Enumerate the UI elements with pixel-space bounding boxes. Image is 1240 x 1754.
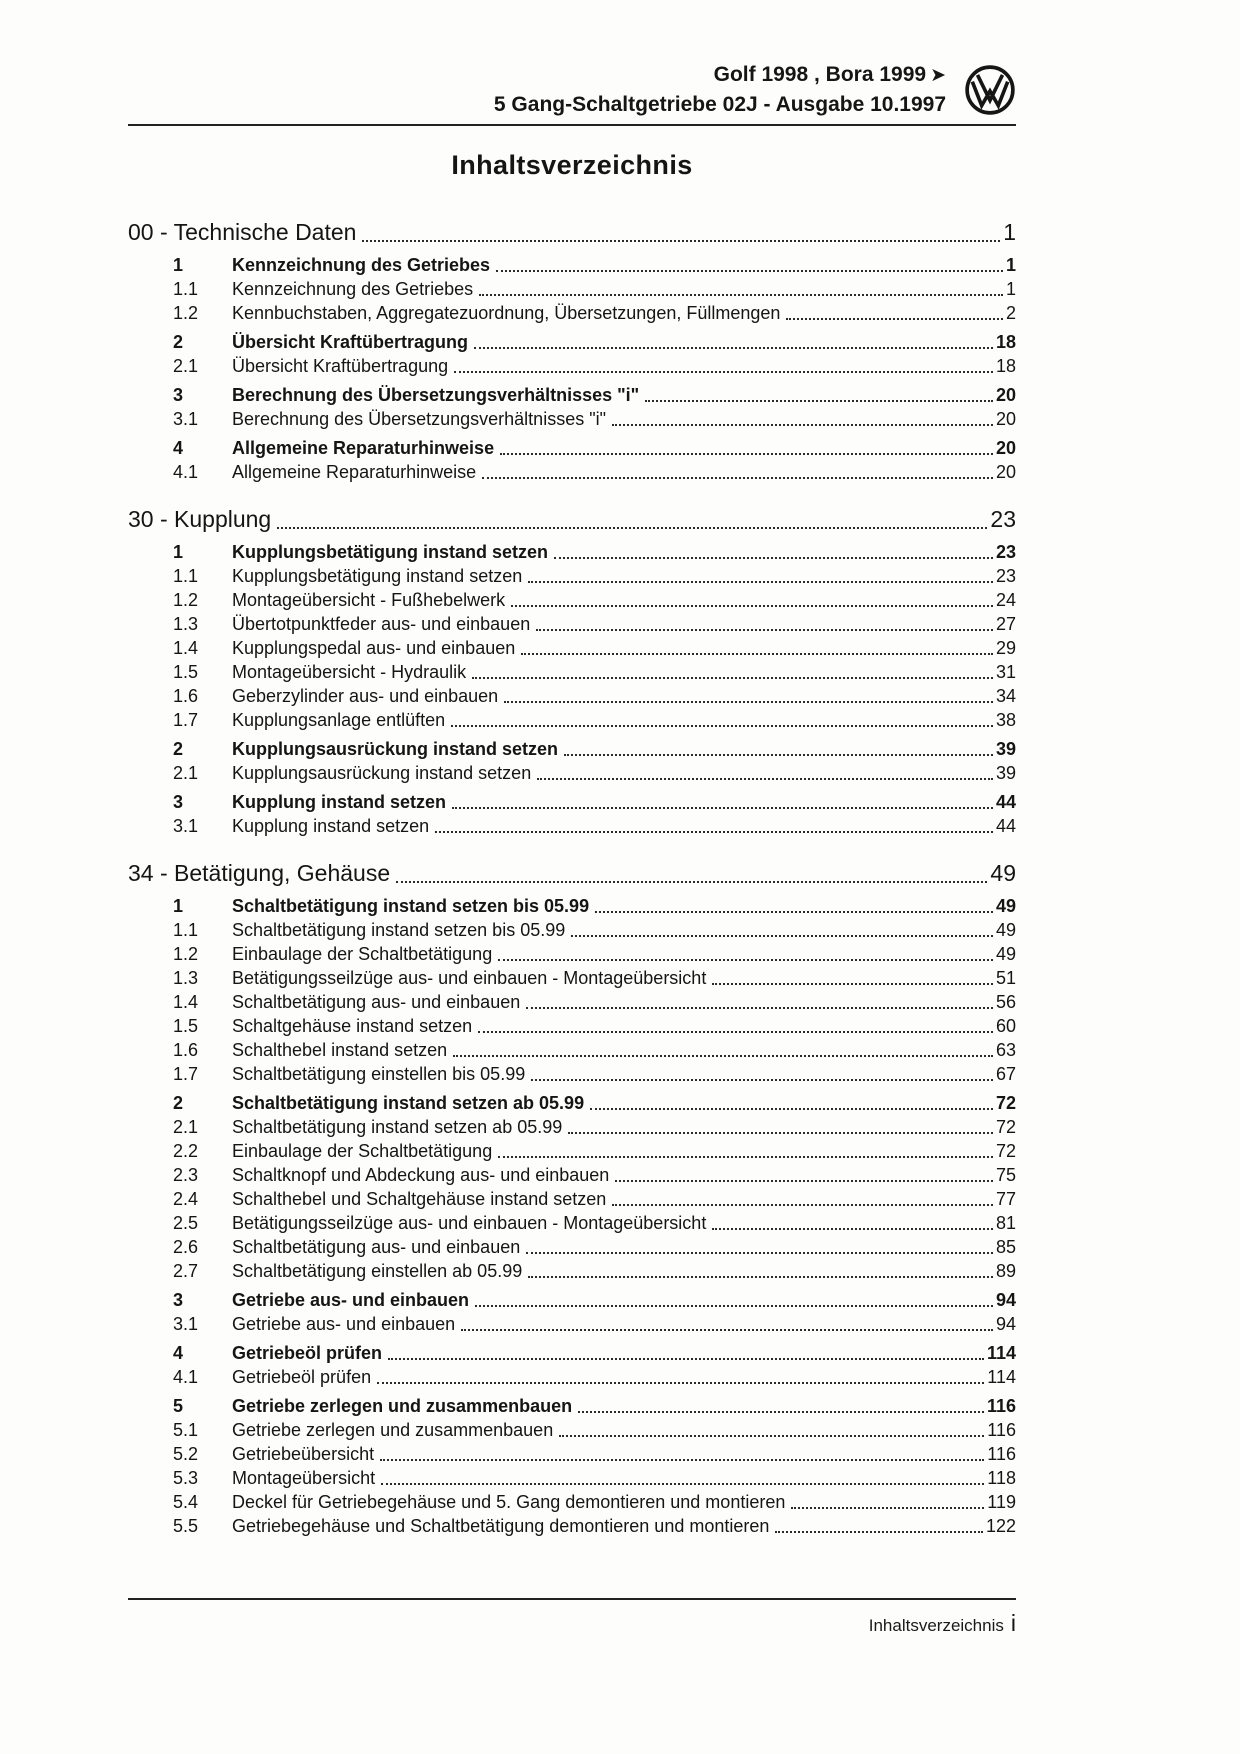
dot-leader bbox=[595, 911, 993, 913]
entry-number: 5.2 bbox=[173, 1444, 199, 1464]
dot-leader bbox=[362, 240, 1000, 242]
entry-title: Getriebeübersicht bbox=[232, 1444, 375, 1464]
toc-entry-row bbox=[128, 277, 1016, 301]
entry-number: 5 bbox=[173, 1396, 184, 1416]
toc-entry-row bbox=[128, 1341, 1016, 1365]
entry-number: 1.5 bbox=[173, 662, 199, 682]
entry-number: 2.7 bbox=[173, 1261, 199, 1281]
toc-entry-row bbox=[128, 407, 1016, 431]
entry-number: 1.4 bbox=[173, 992, 199, 1012]
entry-title: Kupplungsausrückung instand setzen bbox=[232, 763, 532, 783]
entry-number: 3.1 bbox=[173, 409, 199, 429]
toc-entry-row bbox=[128, 1442, 1016, 1466]
chapter-label: 00 - Technische Daten bbox=[128, 219, 357, 245]
entry-page-number: 20 bbox=[995, 462, 1016, 482]
entry-title: Schaltbetätigung instand setzen ab 05.99 bbox=[232, 1117, 563, 1137]
entry-page-number: 67 bbox=[995, 1064, 1016, 1084]
entry-title: Allgemeine Reparaturhinweise bbox=[232, 462, 477, 482]
toc-entry-row bbox=[128, 737, 1016, 761]
dot-leader bbox=[712, 1228, 993, 1230]
entry-title: Kupplungsanlage entlüften bbox=[232, 710, 446, 730]
dot-leader bbox=[528, 1276, 993, 1278]
toc-entry-row bbox=[128, 790, 1016, 814]
entry-title: Schaltknopf und Abdeckung aus- und einbauen bbox=[232, 1165, 610, 1185]
dot-leader bbox=[454, 371, 993, 373]
dot-leader bbox=[775, 1531, 983, 1533]
entry-title: Kupplung instand setzen bbox=[232, 816, 430, 836]
page-footer bbox=[128, 1598, 1016, 1637]
entry-title: Getriebe aus- und einbauen bbox=[232, 1290, 470, 1310]
entry-number: 3.1 bbox=[173, 816, 199, 836]
dot-leader bbox=[435, 831, 993, 833]
entry-title: Schaltbetätigung aus- und einbauen bbox=[232, 1237, 521, 1257]
footer-page-number: i bbox=[1010, 1610, 1016, 1636]
entry-title: Übersicht Kraftübertragung bbox=[232, 356, 449, 376]
entry-title: Berechnung des Übersetzungsverhältnisses "i" bbox=[232, 409, 606, 429]
entry-number: 1.1 bbox=[173, 920, 199, 940]
entry-number: 1.2 bbox=[173, 590, 199, 610]
entry-title: Berechnung des Übersetzungsverhältnisses "i" bbox=[232, 385, 640, 405]
toc-entry-row bbox=[128, 1418, 1016, 1442]
entry-number: 3 bbox=[173, 1290, 184, 1310]
entry-page-number: 2 bbox=[1005, 303, 1016, 323]
dot-leader bbox=[451, 725, 993, 727]
toc-chapter-row bbox=[128, 858, 1016, 889]
dot-leader bbox=[478, 1031, 993, 1033]
toc-entry-row bbox=[128, 684, 1016, 708]
entry-title: Betätigungsseilzüge aus- und einbauen - Montageübersicht bbox=[232, 968, 707, 988]
entry-title: Übersicht Kraftübertragung bbox=[232, 332, 469, 352]
entry-number: 1 bbox=[173, 542, 184, 562]
toc-entry-row bbox=[128, 1091, 1016, 1115]
chapter-page-number: 49 bbox=[990, 860, 1016, 886]
dot-leader bbox=[526, 1007, 993, 1009]
entry-number: 2.5 bbox=[173, 1213, 199, 1233]
entry-page-number: 81 bbox=[995, 1213, 1016, 1233]
entry-number: 5.5 bbox=[173, 1516, 199, 1536]
toc-entry-row bbox=[128, 814, 1016, 838]
entry-number: 1.1 bbox=[173, 566, 199, 586]
entry-page-number: 63 bbox=[995, 1040, 1016, 1060]
header-divider bbox=[128, 124, 1016, 126]
dot-leader bbox=[452, 807, 993, 809]
dot-leader bbox=[568, 1132, 993, 1134]
dot-leader bbox=[536, 629, 993, 631]
dot-leader bbox=[578, 1411, 984, 1413]
dot-leader bbox=[526, 1252, 993, 1254]
entry-page-number: 77 bbox=[995, 1189, 1016, 1209]
toc-entry-row bbox=[128, 761, 1016, 785]
entry-title: Kennbuchstaben, Aggregatezuordnung, Übersetzungen, Füllmengen bbox=[232, 303, 781, 323]
entry-page-number: 122 bbox=[985, 1516, 1016, 1536]
entry-title: Geberzylinder aus- und einbauen bbox=[232, 686, 499, 706]
toc-entry-row bbox=[128, 1062, 1016, 1086]
dot-leader bbox=[453, 1055, 993, 1057]
chapter-label: 30 - Kupplung bbox=[128, 506, 272, 532]
toc-entry-row bbox=[128, 918, 1016, 942]
entry-page-number: 20 bbox=[995, 438, 1016, 458]
dot-leader bbox=[482, 477, 993, 479]
dot-leader bbox=[528, 581, 993, 583]
entry-title: Schaltbetätigung aus- und einbauen bbox=[232, 992, 521, 1012]
table-of-contents bbox=[128, 217, 1016, 1538]
dot-leader bbox=[380, 1459, 984, 1461]
entry-number: 1 bbox=[173, 896, 184, 916]
header-model-line bbox=[494, 60, 946, 90]
entry-page-number: 34 bbox=[995, 686, 1016, 706]
toc-entry-row bbox=[128, 1187, 1016, 1211]
entry-title: Schalthebel und Schaltgehäuse instand setzen bbox=[232, 1189, 607, 1209]
page-title: Inhaltsverzeichnis bbox=[451, 150, 693, 180]
dot-leader bbox=[474, 347, 993, 349]
entry-title: Kennzeichnung des Getriebes bbox=[232, 255, 491, 275]
entry-page-number: 94 bbox=[995, 1290, 1016, 1310]
dot-leader bbox=[498, 959, 993, 961]
toc-entry-row bbox=[128, 660, 1016, 684]
chapter-entries bbox=[128, 894, 1016, 1538]
entry-title: Schaltbetätigung instand setzen bis 05.99 bbox=[232, 920, 566, 940]
toc-chapter bbox=[128, 217, 1016, 484]
entry-number: 1.2 bbox=[173, 303, 199, 323]
chapter-page-number: 23 bbox=[990, 506, 1016, 532]
toc-entry-row bbox=[128, 1394, 1016, 1418]
entry-number: 2 bbox=[173, 739, 184, 759]
toc-entry-row bbox=[128, 1259, 1016, 1283]
entry-title: Schaltbetätigung einstellen ab 05.99 bbox=[232, 1261, 523, 1281]
dot-leader bbox=[277, 527, 987, 529]
entry-page-number: 20 bbox=[995, 409, 1016, 429]
entry-title: Schaltbetätigung einstellen bis 05.99 bbox=[232, 1064, 526, 1084]
toc-entry-row bbox=[128, 966, 1016, 990]
entry-number: 5.3 bbox=[173, 1468, 199, 1488]
entry-title: Betätigungsseilzüge aus- und einbauen - Montageübersicht bbox=[232, 1213, 707, 1233]
dot-leader bbox=[590, 1108, 993, 1110]
dot-leader bbox=[396, 881, 987, 883]
entry-number: 4 bbox=[173, 438, 184, 458]
entry-page-number: 23 bbox=[995, 542, 1016, 562]
entry-page-number: 44 bbox=[995, 816, 1016, 836]
entry-title: Getriebeöl prüfen bbox=[232, 1367, 372, 1387]
entry-page-number: 72 bbox=[995, 1141, 1016, 1161]
header-model-text: Golf 1998 , Bora 1999 bbox=[713, 63, 927, 86]
entry-page-number: 94 bbox=[995, 1314, 1016, 1334]
entry-title: Getriebe zerlegen und zusammenbauen bbox=[232, 1420, 554, 1440]
toc-entry-row bbox=[128, 253, 1016, 277]
entry-title: Deckel für Getriebegehäuse und 5. Gang demontieren und montieren bbox=[232, 1492, 786, 1512]
entry-page-number: 118 bbox=[987, 1468, 1016, 1488]
toc-entry-row bbox=[128, 588, 1016, 612]
entry-number: 1.6 bbox=[173, 1040, 199, 1060]
dot-leader bbox=[712, 983, 993, 985]
toc-entry-row bbox=[128, 436, 1016, 460]
entry-number: 3 bbox=[173, 792, 184, 812]
chapter-page-number: 1 bbox=[1003, 219, 1016, 245]
dot-leader bbox=[377, 1382, 984, 1384]
toc-entry-row bbox=[128, 1365, 1016, 1389]
entry-title: Kupplungsbetätigung instand setzen bbox=[232, 542, 548, 562]
entry-number: 1.7 bbox=[173, 1064, 199, 1084]
dot-leader bbox=[521, 653, 993, 655]
entry-page-number: 38 bbox=[995, 710, 1016, 730]
toc-entry-row bbox=[128, 1163, 1016, 1187]
toc-entry-row bbox=[128, 1038, 1016, 1062]
toc-entry-row bbox=[128, 990, 1016, 1014]
dot-leader bbox=[559, 1435, 984, 1437]
dot-leader bbox=[531, 1079, 993, 1081]
entry-title: Kupplungsbetätigung instand setzen bbox=[232, 566, 523, 586]
entry-number: 1.6 bbox=[173, 686, 199, 706]
toc-entry-row bbox=[128, 330, 1016, 354]
chapter-entries bbox=[128, 540, 1016, 838]
dot-leader bbox=[479, 294, 1003, 296]
entry-page-number: 72 bbox=[995, 1117, 1016, 1137]
entry-number: 1.1 bbox=[173, 279, 199, 299]
entry-page-number: 116 bbox=[986, 1396, 1016, 1416]
entry-number: 1 bbox=[173, 255, 184, 275]
entry-page-number: 49 bbox=[995, 920, 1016, 940]
dot-leader bbox=[504, 701, 993, 703]
toc-entry-row bbox=[128, 1466, 1016, 1490]
toc-entry-row bbox=[128, 1490, 1016, 1514]
toc-entry-row bbox=[128, 1139, 1016, 1163]
entry-page-number: 116 bbox=[987, 1444, 1016, 1464]
entry-page-number: 29 bbox=[995, 638, 1016, 658]
toc-chapter-row bbox=[128, 504, 1016, 535]
toc-entry-row bbox=[128, 1235, 1016, 1259]
entry-number: 1.3 bbox=[173, 968, 199, 988]
entry-title: Allgemeine Reparaturhinweise bbox=[232, 438, 495, 458]
entry-number: 2.6 bbox=[173, 1237, 199, 1257]
entry-page-number: 89 bbox=[995, 1261, 1016, 1281]
dot-leader bbox=[496, 270, 1003, 272]
entry-number: 2.1 bbox=[173, 356, 199, 376]
entry-number: 2 bbox=[173, 332, 184, 352]
entry-page-number: 114 bbox=[986, 1343, 1016, 1363]
entry-title: Getriebe aus- und einbauen bbox=[232, 1314, 456, 1334]
entry-page-number: 24 bbox=[995, 590, 1016, 610]
entry-title: Montageübersicht - Fußhebelwerk bbox=[232, 590, 506, 610]
dot-leader bbox=[381, 1483, 984, 1485]
entry-number: 2.4 bbox=[173, 1189, 199, 1209]
entry-title: Kennzeichnung des Getriebes bbox=[232, 279, 474, 299]
entry-page-number: 18 bbox=[995, 356, 1016, 376]
entry-page-number: 51 bbox=[995, 968, 1016, 988]
entry-page-number: 49 bbox=[995, 896, 1016, 916]
toc-entry-row bbox=[128, 1514, 1016, 1538]
toc-entry-row bbox=[128, 1014, 1016, 1038]
entry-number: 2.1 bbox=[173, 763, 199, 783]
entry-title: Übertotpunktfeder aus- und einbauen bbox=[232, 614, 531, 634]
dot-leader bbox=[612, 1204, 993, 1206]
dot-leader bbox=[461, 1329, 993, 1331]
pointer-arrow-icon: ➤ bbox=[930, 65, 946, 86]
entry-number: 4 bbox=[173, 1343, 184, 1363]
toc-entry-row bbox=[128, 460, 1016, 484]
chapter-entries bbox=[128, 253, 1016, 484]
entry-number: 3.1 bbox=[173, 1314, 199, 1334]
entry-page-number: 85 bbox=[995, 1237, 1016, 1257]
entry-title: Montageübersicht - Hydraulik bbox=[232, 662, 467, 682]
entry-title: Kupplungsausrückung instand setzen bbox=[232, 739, 559, 759]
entry-number: 2.2 bbox=[173, 1141, 199, 1161]
toc-entry-row bbox=[128, 354, 1016, 378]
entry-page-number: 60 bbox=[995, 1016, 1016, 1036]
dot-leader bbox=[475, 1305, 993, 1307]
footer-label: Inhaltsverzeichnis bbox=[868, 1616, 1004, 1635]
entry-page-number: 18 bbox=[995, 332, 1016, 352]
entry-page-number: 44 bbox=[995, 792, 1016, 812]
entry-number: 2.1 bbox=[173, 1117, 199, 1137]
entry-page-number: 75 bbox=[995, 1165, 1016, 1185]
dot-leader bbox=[498, 1156, 993, 1158]
entry-number: 4.1 bbox=[173, 1367, 199, 1387]
document-page bbox=[128, 0, 1016, 1538]
dot-leader bbox=[537, 778, 993, 780]
dot-leader bbox=[571, 935, 993, 937]
page-header bbox=[128, 0, 1016, 119]
entry-title: Schaltbetätigung instand setzen ab 05.99 bbox=[232, 1093, 585, 1113]
toc-entry-row bbox=[128, 894, 1016, 918]
entry-page-number: 49 bbox=[995, 944, 1016, 964]
entry-title: Kupplung instand setzen bbox=[232, 792, 446, 812]
entry-number: 2.3 bbox=[173, 1165, 199, 1185]
entry-page-number: 1 bbox=[1005, 279, 1016, 299]
toc-entry-row bbox=[128, 540, 1016, 564]
dot-leader bbox=[511, 605, 993, 607]
toc-chapter bbox=[128, 858, 1016, 1538]
entry-number: 1.3 bbox=[173, 614, 199, 634]
entry-title: Einbaulage der Schaltbetätigung bbox=[232, 944, 493, 964]
entry-page-number: 116 bbox=[987, 1420, 1016, 1440]
dot-leader bbox=[388, 1358, 984, 1360]
toc-chapter-row bbox=[128, 217, 1016, 248]
toc-entry-row bbox=[128, 301, 1016, 325]
toc-entry-row bbox=[128, 708, 1016, 732]
entry-title: Schaltgehäuse instand setzen bbox=[232, 1016, 473, 1036]
entry-title: Getriebegehäuse und Schaltbetätigung demontieren und montieren bbox=[232, 1516, 770, 1536]
entry-number: 1.5 bbox=[173, 1016, 199, 1036]
dot-leader bbox=[564, 754, 993, 756]
header-subtitle: 5 Gang-Schaltgetriebe 02J - Ausgabe 10.1997 bbox=[493, 93, 946, 116]
entry-page-number: 114 bbox=[987, 1367, 1016, 1387]
dot-leader bbox=[791, 1507, 984, 1509]
toc-entry-row bbox=[128, 1312, 1016, 1336]
dot-leader bbox=[500, 453, 993, 455]
entry-page-number: 27 bbox=[995, 614, 1016, 634]
entry-number: 1.2 bbox=[173, 944, 199, 964]
entry-title: Einbaulage der Schaltbetätigung bbox=[232, 1141, 493, 1161]
entry-number: 3 bbox=[173, 385, 184, 405]
entry-title: Schalthebel instand setzen bbox=[232, 1040, 448, 1060]
toc-entry-row bbox=[128, 612, 1016, 636]
entry-page-number: 39 bbox=[995, 763, 1016, 783]
entry-number: 1.4 bbox=[173, 638, 199, 658]
entry-page-number: 31 bbox=[995, 662, 1016, 682]
toc-entry-row bbox=[128, 1211, 1016, 1235]
chapter-label: 34 - Betätigung, Gehäuse bbox=[128, 860, 391, 886]
toc-entry-row bbox=[128, 1288, 1016, 1312]
toc-entry-row bbox=[128, 636, 1016, 660]
vw-logo-icon bbox=[964, 64, 1016, 116]
entry-title: Getriebeöl prüfen bbox=[232, 1343, 383, 1363]
dot-leader bbox=[472, 677, 993, 679]
dot-leader bbox=[645, 400, 993, 402]
entry-title: Schaltbetätigung instand setzen bis 05.99 bbox=[232, 896, 590, 916]
entry-page-number: 56 bbox=[995, 992, 1016, 1012]
entry-number: 5.4 bbox=[173, 1492, 199, 1512]
dot-leader bbox=[786, 318, 1003, 320]
header-text bbox=[494, 60, 946, 119]
entry-number: 2 bbox=[173, 1093, 184, 1113]
entry-page-number: 1 bbox=[1005, 255, 1016, 275]
dot-leader bbox=[554, 557, 993, 559]
entry-number: 1.7 bbox=[173, 710, 199, 730]
entry-page-number: 20 bbox=[995, 385, 1016, 405]
entry-number: 5.1 bbox=[173, 1420, 199, 1440]
toc-entry-row bbox=[128, 1115, 1016, 1139]
entry-page-number: 23 bbox=[995, 566, 1016, 586]
entry-page-number: 119 bbox=[987, 1492, 1016, 1512]
toc-chapter bbox=[128, 504, 1016, 838]
entry-title: Kupplungspedal aus- und einbauen bbox=[232, 638, 516, 658]
entry-number: 4.1 bbox=[173, 462, 199, 482]
entry-page-number: 39 bbox=[995, 739, 1016, 759]
entry-page-number: 72 bbox=[995, 1093, 1016, 1113]
entry-title: Montageübersicht bbox=[232, 1468, 376, 1488]
dot-leader bbox=[612, 424, 993, 426]
dot-leader bbox=[615, 1180, 993, 1182]
toc-entry-row bbox=[128, 942, 1016, 966]
toc-entry-row bbox=[128, 383, 1016, 407]
entry-title: Getriebe zerlegen und zusammenbauen bbox=[232, 1396, 573, 1416]
toc-entry-row bbox=[128, 564, 1016, 588]
